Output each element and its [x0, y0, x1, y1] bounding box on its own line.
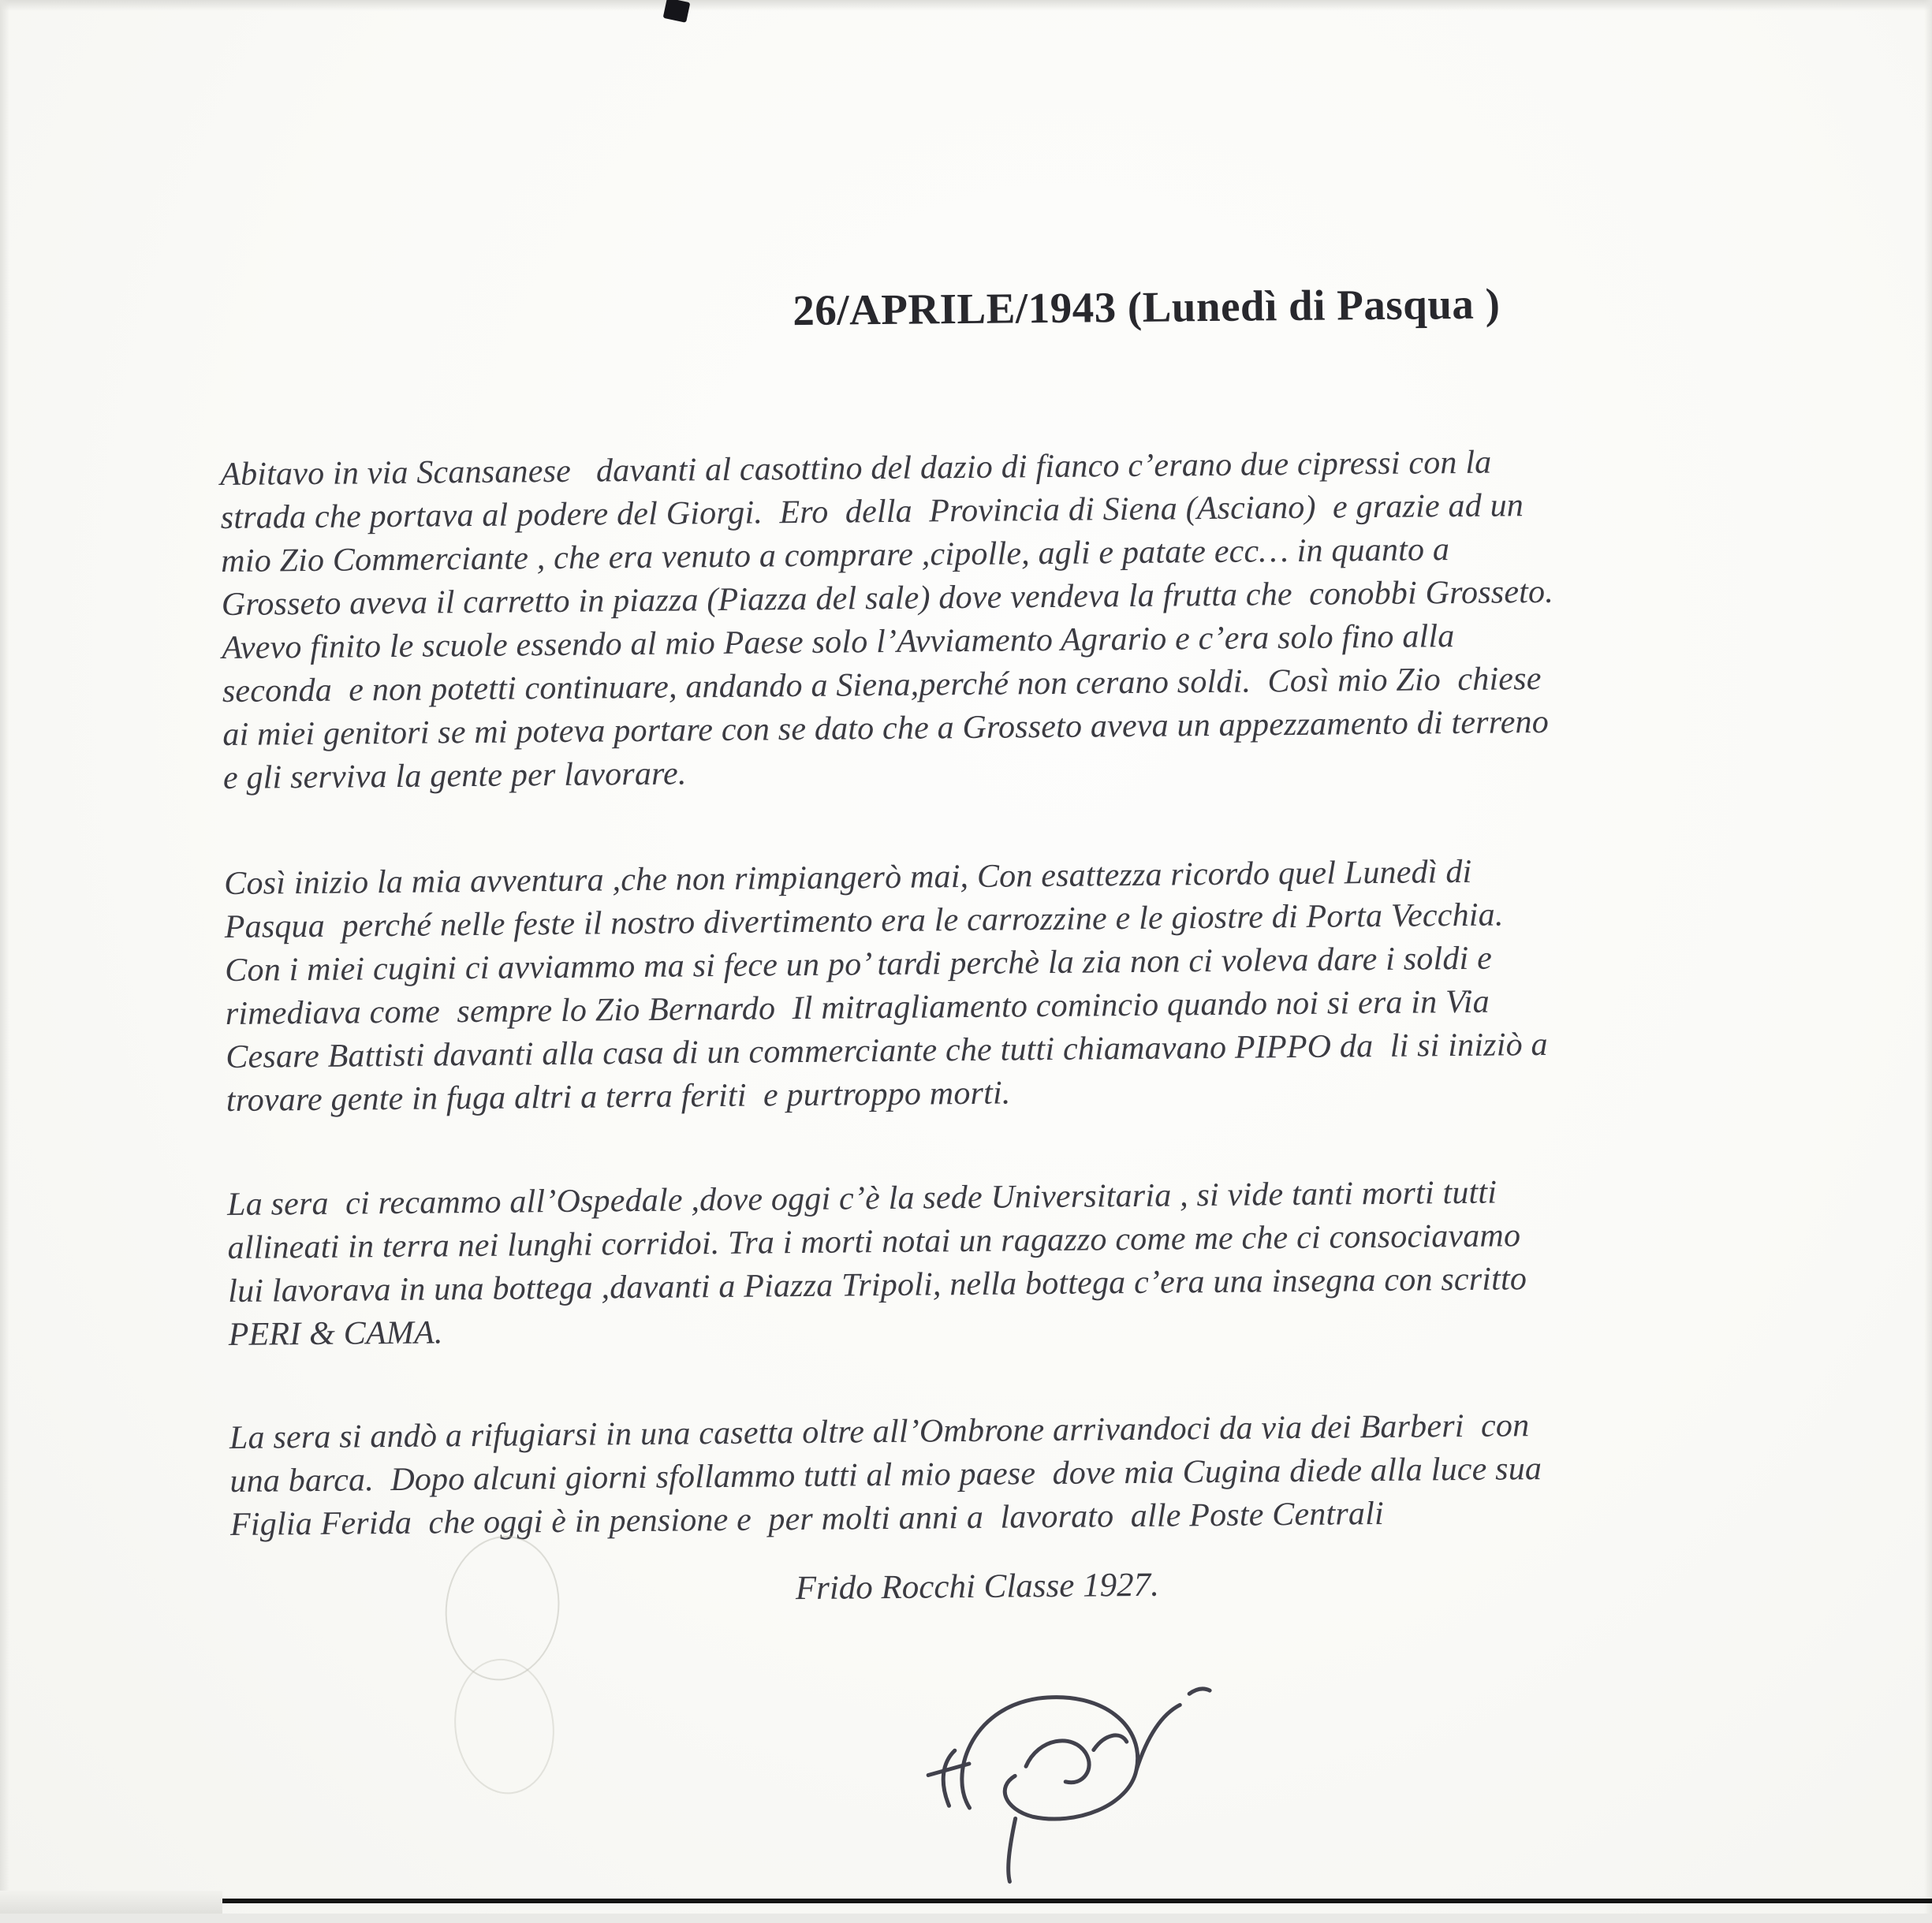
text-line: PERI & CAMA. — [228, 1314, 443, 1354]
text-line: ai miei genitori se mi poteva portare con se dato che a Grosseto aveva un appezzamento di terreno — [222, 703, 1550, 754]
text-line: Avevo finito le scuole essendo al mio Paese solo l’Avviamento Agrario e c’era solo fino alla — [222, 618, 1455, 667]
paragraph-2 — [224, 850, 1549, 1123]
text-line: Figlia Ferida che oggi è in pensione e per molti anni a lavorato alle Poste Centrali — [229, 1495, 1385, 1543]
scan-corner-shadow — [0, 1891, 222, 1914]
scan-artifact-bottom-line — [222, 1899, 1932, 1903]
text-line: Abitavo in via Scansanese davanti al casottino del dazio di fianco c’erano due cipressi con la — [220, 444, 1492, 494]
text-line: Grosseto aveva il carretto in piazza (Piazza del sale) dove vendeva la frutta che conobbi Grosseto. — [221, 573, 1554, 624]
text-line: una barca. Dopo alcuni giorni sfollammo tutti al mio paese dove mia Cugina diede alla luce sua — [229, 1451, 1542, 1500]
text-line: Cesare Battisti davanti alla casa di un commerciante che tutti chiamavano PIPPO da li si iniziò a — [226, 1026, 1548, 1076]
text-line: seconda e non potetti continuare, andando a Siena,perché non cerano soldi. Così mio Zio chiese — [222, 660, 1542, 710]
scan-artifact-ring — [447, 1653, 561, 1799]
paragraph-3 — [227, 1171, 1527, 1357]
text-line: rimediava come sempre lo Zio Bernardo Il mitragliamento comincio quando noi si era in Via — [225, 983, 1490, 1033]
signature-icon — [875, 1618, 1248, 1889]
text-line: lui lavorava in una bottega ,davanti a Piazza Tripoli, nella bottega c’era una insegna con scritto — [227, 1261, 1527, 1310]
text-line: La sera ci recammo all’Ospedale ,dove oggi c’è la sede Universitaria , si vide tanti morti tutti — [226, 1174, 1497, 1224]
text-line: allineati in terra nei lunghi corridoi. Tra i morti notai un ragazzo come me che ci consociavamo — [227, 1217, 1521, 1267]
letter-title: 26/APRILE/1943 (Lunedì di Pasqua ) — [792, 279, 1501, 335]
closing-signature-name: Frido Rocchi Classe 1927. — [795, 1566, 1160, 1608]
paragraph-4 — [229, 1404, 1542, 1547]
handwritten-signature — [875, 1618, 1248, 1889]
paragraph-1 — [220, 441, 1555, 800]
text-line: Pasqua perché nelle feste il nostro divertimento era le carrozzine e le giostre di Porta Vecchia. — [224, 896, 1504, 946]
text-line: trovare gente in fuga altri a terra feriti e purtroppo morti. — [226, 1075, 1011, 1120]
text-line: mio Zio Commerciante , che era venuto a comprare ,cipolle, agli e patate ecc… in quanto a — [221, 531, 1450, 580]
text-line: e gli serviva la gente per lavorare. — [222, 755, 687, 797]
text-line: Con i miei cugini ci avviammo ma si fece un po’ tardi perchè la zia non ci voleva dare i soldi e — [225, 940, 1493, 989]
text-line: Così inizio la mia avventura ,che non rimpiangerò mai, Con esattezza ricordo quel Lunedì di — [224, 853, 1472, 903]
text-line: La sera si andò a rifugiarsi in una casetta oltre all’Ombrone arrivandoci da via dei Barberi con — [229, 1407, 1530, 1456]
text-line: strada che portava al podere del Giorgi. Ero della Provincia di Siena (Asciano) e grazie ad un — [220, 487, 1524, 537]
